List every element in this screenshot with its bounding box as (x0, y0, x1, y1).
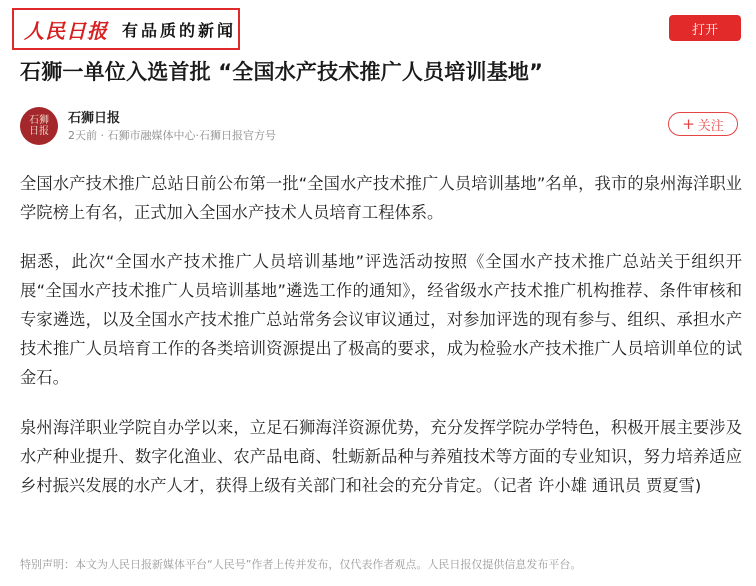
plus-icon: + (682, 114, 695, 133)
article-paragraph: 全国水产技术推广总站日前公布第一批“全国水产技术推广人员培训基地”名单，我市的泉州海洋职业学院榜上有名，正式加入全国水产技术人员培育工程体系。 (20, 174, 742, 222)
follow-label: 关注 (697, 118, 724, 134)
logo-wordmark: 人民日报 (24, 18, 108, 43)
brand-logo[interactable] (12, 8, 240, 50)
top-bar (0, 0, 756, 54)
author-row (20, 105, 740, 147)
follow-button[interactable] (668, 112, 738, 136)
article-paragraph: 泉州海洋职业学院自办学以来，立足石狮海洋资源优势，充分发挥学院办学特色，积极开展主要涉及水产种业提升、数字化渔业、农产品电商、牡蛎新品种与养殖技术等方面的专业知识，努力培养适应乡村振兴发展的水产人才，获得上级有关部门和社会的充分肯定。（记者 许小雄 通讯员 贾夏雪) (20, 418, 742, 495)
avatar-text: 石狮日报 (29, 115, 49, 137)
author-meta: 2天前 · 石狮市融媒体中心·石狮日报官方号 (68, 129, 276, 142)
open-app-button[interactable]: 打开 (669, 15, 741, 41)
article-paragraph: 据悉，此次“全国水产技术推广人员培训基地”评选活动按照《全国水产技术推广总站关于组织开展“全国水产技术推广人员培训基地”遴选工作的通知》，经省级水产技术推广机构推荐、条件审核和专家遴选，以及全国水产技术推广总站常务会议审议通过，对参加评选的现有参与、组织、承担水产技术推广人员培育工作的各类培训资源提出了极高的要求，成为检验水产技术推广人员培训单位的试金石。 (20, 252, 742, 387)
logo-slogan: 有品质的新闻 (122, 20, 237, 40)
author-avatar[interactable] (20, 107, 58, 145)
article-title: 石狮一单位入选首批 “全国水产技术推广人员培训基地” (20, 60, 544, 84)
author-name[interactable]: 石狮日报 (68, 111, 121, 126)
disclaimer-text: 特别声明：本文为人民日报新媒体平台“人民号”作者上传并发布，仅代表作者观点。人民日报仅提供信息发布平台。 (20, 558, 582, 571)
